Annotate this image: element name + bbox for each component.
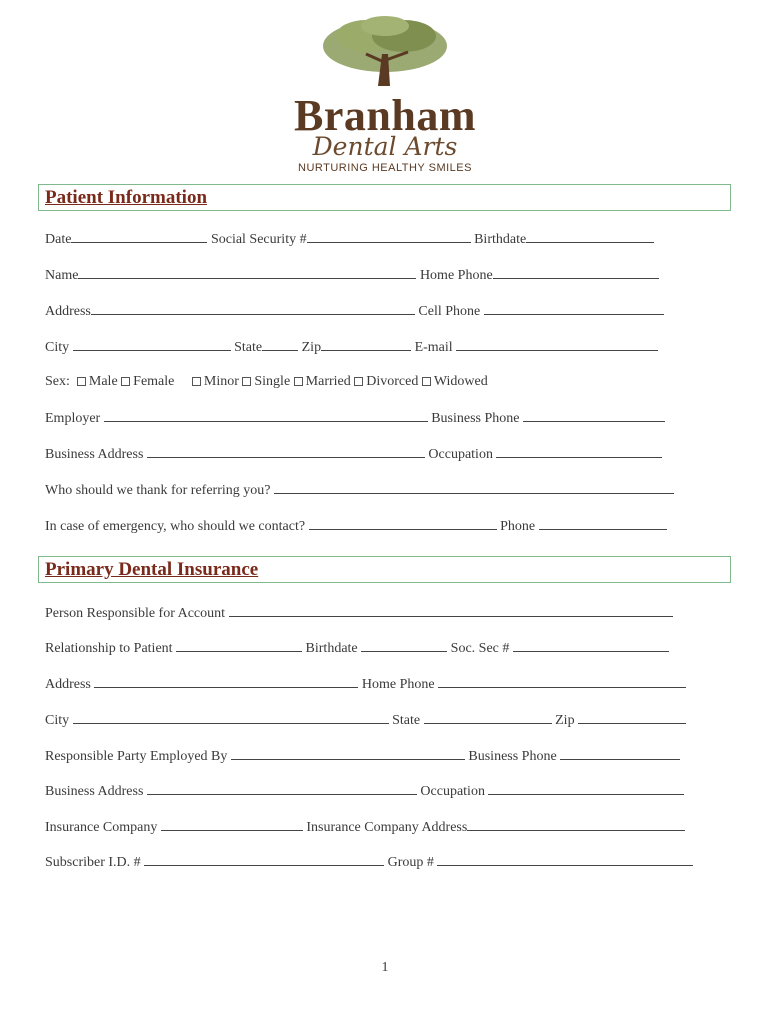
row-emergency	[45, 517, 667, 535]
responsible-field[interactable]	[229, 604, 673, 617]
soc-sec-field[interactable]	[513, 639, 669, 652]
insured-birthdate-field[interactable]	[361, 639, 447, 652]
page-number: 1	[381, 960, 389, 975]
patient-information-header	[38, 184, 731, 211]
insured-home-phone-field[interactable]	[438, 675, 686, 688]
state-field[interactable]	[262, 338, 298, 351]
insured-state-label: State	[392, 713, 421, 728]
insurance-company-field[interactable]	[161, 818, 303, 831]
group-field[interactable]	[437, 853, 693, 866]
state-label: State	[234, 340, 263, 355]
emergency-phone-field[interactable]	[539, 517, 667, 530]
zip-label: Zip	[301, 340, 322, 355]
date-field[interactable]	[71, 230, 207, 243]
date-label: Date	[45, 232, 72, 247]
cell-phone-field[interactable]	[484, 302, 664, 315]
widowed-checkbox[interactable]	[422, 377, 431, 386]
referral-label: Who should we thank for referring you?	[45, 483, 271, 498]
insured-city-label: City	[45, 713, 70, 728]
married-checkbox[interactable]	[294, 377, 303, 386]
emergency-phone-label: Phone	[500, 519, 536, 534]
city-field[interactable]	[73, 338, 231, 351]
row-subscriber	[45, 853, 693, 871]
insured-business-address-field[interactable]	[147, 782, 417, 795]
sex-label: Sex:	[45, 374, 70, 389]
employed-by-field[interactable]	[231, 747, 465, 760]
home-phone-field[interactable]	[493, 266, 659, 279]
name-label: Name	[45, 268, 79, 283]
insured-address-field[interactable]	[94, 675, 358, 688]
married-label: Married	[305, 374, 351, 389]
ssn-field[interactable]	[307, 230, 471, 243]
minor-checkbox[interactable]	[192, 377, 201, 386]
row-responsible	[45, 604, 673, 622]
divorced-checkbox[interactable]	[354, 377, 363, 386]
row-insurance-company	[45, 818, 685, 836]
emergency-contact-field[interactable]	[309, 517, 497, 530]
insured-home-phone-label: Home Phone	[361, 677, 435, 692]
insurance-header	[38, 556, 731, 583]
city-label: City	[45, 340, 70, 355]
row-insured-city	[45, 711, 686, 729]
insured-occupation-field[interactable]	[488, 782, 684, 795]
row-insured-address	[45, 675, 686, 693]
row-date-ssn-birthdate	[45, 230, 654, 248]
minor-label: Minor	[203, 374, 239, 389]
business-phone-label: Business Phone	[431, 411, 520, 426]
soc-sec-label: Soc. Sec #	[450, 641, 510, 656]
brand-name: Branham	[294, 91, 476, 140]
email-field[interactable]	[456, 338, 658, 351]
row-relationship	[45, 639, 669, 657]
insured-occupation-label: Occupation	[420, 784, 485, 799]
relationship-label: Relationship to Patient	[45, 641, 173, 656]
insured-state-field[interactable]	[424, 711, 552, 724]
insured-zip-field[interactable]	[578, 711, 686, 724]
insured-business-address-label: Business Address	[45, 784, 144, 799]
emergency-contact-label: In case of emergency, who should we contact?	[45, 519, 306, 534]
male-checkbox[interactable]	[77, 377, 86, 386]
brand-tagline: NURTURING HEALTHY SMILES	[298, 162, 472, 174]
insurance-company-address-field[interactable]	[467, 818, 685, 831]
single-label: Single	[254, 374, 291, 389]
divorced-label: Divorced	[366, 374, 419, 389]
subscriber-id-label: Subscriber I.D. #	[45, 855, 141, 870]
insured-business-phone-field[interactable]	[560, 747, 680, 760]
referral-field[interactable]	[274, 481, 674, 494]
row-insured-business-address	[45, 782, 684, 800]
address-field[interactable]	[91, 302, 415, 315]
row-sex-status	[45, 374, 488, 390]
business-address-field[interactable]	[147, 445, 425, 458]
row-city-state-zip-email	[45, 338, 658, 356]
insured-zip-label: Zip	[555, 713, 575, 728]
insurance-company-address-label: Insurance Company Address	[306, 820, 468, 835]
practice-logo	[0, 10, 770, 174]
row-employer-business-phone	[45, 409, 665, 427]
address-label: Address	[45, 304, 91, 319]
name-field[interactable]	[78, 266, 416, 279]
insured-birthdate-label: Birthdate	[305, 641, 358, 656]
insured-business-phone-label: Business Phone	[468, 749, 557, 764]
female-checkbox[interactable]	[121, 377, 130, 386]
row-employed-by	[45, 747, 680, 765]
relationship-field[interactable]	[176, 639, 302, 652]
widowed-label: Widowed	[433, 374, 488, 389]
employed-by-label: Responsible Party Employed By	[45, 749, 228, 764]
ssn-label: Social Security #	[210, 232, 307, 247]
group-label: Group #	[387, 855, 434, 870]
birthdate-label: Birthdate	[474, 232, 527, 247]
brand-subtitle: Dental Arts	[312, 132, 458, 161]
occupation-label: Occupation	[428, 447, 493, 462]
occupation-field[interactable]	[496, 445, 662, 458]
female-label: Female	[133, 374, 175, 389]
responsible-label: Person Responsible for Account	[45, 606, 226, 621]
birthdate-field[interactable]	[526, 230, 654, 243]
row-name-homephone	[45, 266, 659, 284]
employer-label: Employer	[45, 411, 101, 426]
cell-phone-label: Cell Phone	[418, 304, 481, 319]
employer-field[interactable]	[104, 409, 428, 422]
insured-city-field[interactable]	[73, 711, 389, 724]
home-phone-label: Home Phone	[419, 268, 493, 283]
business-phone-field[interactable]	[523, 409, 665, 422]
row-referral	[45, 481, 674, 499]
business-address-label: Business Address	[45, 447, 144, 462]
row-address-cell	[45, 302, 664, 320]
patient-information-title: Patient Information	[45, 187, 208, 208]
insured-address-label: Address	[45, 677, 91, 692]
single-checkbox[interactable]	[242, 377, 251, 386]
insurance-title: Primary Dental Insurance	[45, 559, 259, 580]
subscriber-id-field[interactable]	[144, 853, 384, 866]
insurance-company-label: Insurance Company	[45, 820, 158, 835]
email-label: E-mail	[414, 340, 453, 355]
row-business-address-occupation	[45, 445, 662, 463]
zip-field[interactable]	[321, 338, 411, 351]
male-label: Male	[88, 374, 118, 389]
